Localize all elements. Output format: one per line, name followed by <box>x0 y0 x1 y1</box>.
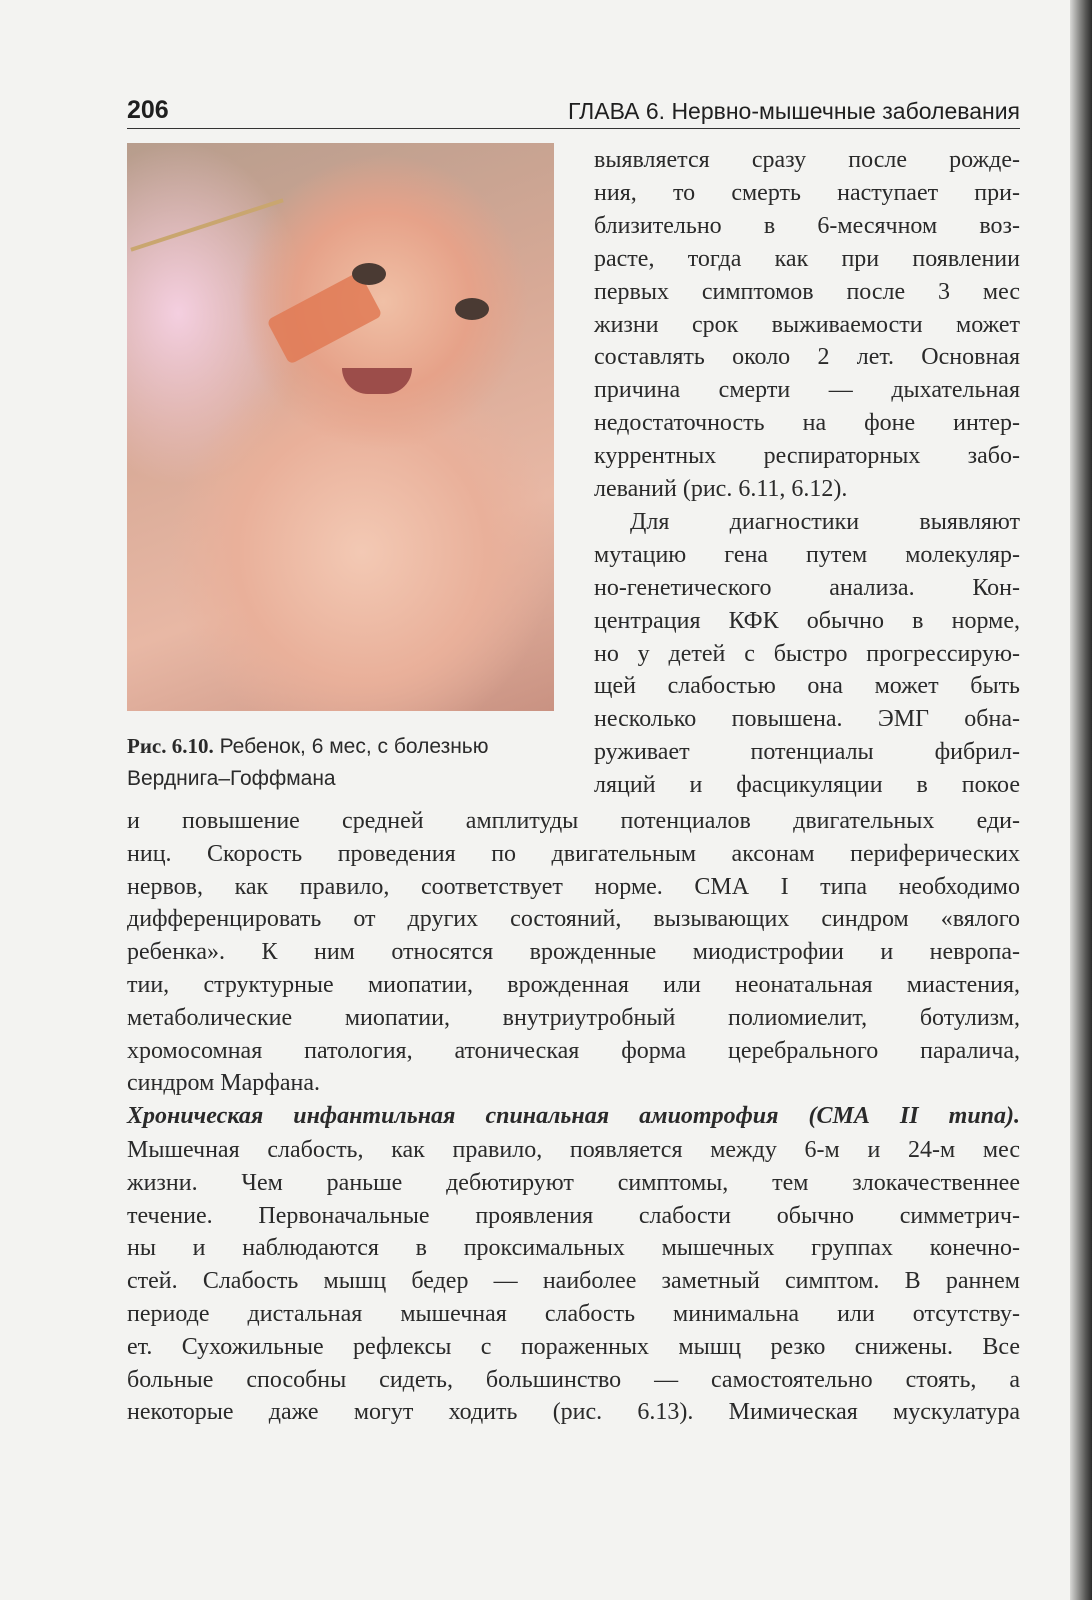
text-line: первых симптомов после 3 мес <box>594 278 1020 305</box>
text-line: выявляется сразу после рожде- <box>594 147 1020 173</box>
text-line: ребенка». К ним относятся врожденные миодистрофии и невропа- <box>127 939 1020 966</box>
mouth-shape <box>342 368 412 394</box>
text-line: недостаточность на фоне интер- <box>594 410 1020 437</box>
running-head: ГЛАВА 6. Нервно-мышечные заболевания <box>567 98 1020 124</box>
text-line: жизни срок выживаемости может <box>594 311 1020 338</box>
caption-line-1: Ребенок, 6 мес, с болезнью <box>213 735 489 758</box>
text-line: метаболические миопатии, внутриутробный полиомиелит, ботулизм, <box>127 1004 1020 1031</box>
text-line: расте, тогда как при появлении <box>594 245 1020 272</box>
feeding-tube-shape <box>130 198 283 251</box>
text-line: больные способны сидеть, большинство — самостоятельно стоять, а <box>127 1366 1020 1393</box>
text-line: ниц. Скорость проведения по двигательным аксонам периферических <box>127 840 1020 867</box>
section-heading-text: Хроническая инфантильная спинальная амиотрофия (СМА II типа). <box>127 1103 1020 1129</box>
text-line: Для диагностики выявляют <box>630 508 1020 535</box>
nasal-tape-shape <box>266 271 382 364</box>
text-line: синдром Марфана. <box>127 1070 320 1097</box>
text-line: ляций и фасцикуляции в покое <box>594 772 1020 799</box>
text-line: мутацию гена путем молекуляр- <box>594 541 1020 568</box>
page-edge-shadow <box>1070 0 1092 1600</box>
figure-label: Рис. 6.10. <box>127 734 214 758</box>
text-line: стей. Слабость мышц бедер — наиболее заметный симптом. В раннем <box>127 1268 1020 1295</box>
text-line: ет. Сухожильные рефлексы с пораженных мышц резко снижены. Все <box>127 1333 1020 1360</box>
text-line: ны и наблюдаются в проксимальных мышечных группах конечно- <box>127 1235 1020 1262</box>
text-line: несколько повышена. ЭМГ обна- <box>594 706 1020 733</box>
text-line: причина смерти — дыхательная <box>594 377 1020 404</box>
text-line: нервов, как правило, соответствует норме. СМА I типа необходимо <box>127 873 1020 900</box>
page-header <box>127 96 1020 129</box>
section-heading <box>127 1103 1020 1130</box>
text-line: хромосомная патология, атоническая форма церебрального паралича, <box>127 1037 1020 1064</box>
text-line: и повышение средней амплитуды потенциалов двигательных еди- <box>127 808 1020 834</box>
caption-line-2: Верднига–Гоффмана <box>127 767 336 790</box>
eye-shape-right <box>455 298 489 320</box>
figure-photo <box>127 143 554 711</box>
text-line: тии, структурные миопатии, врожденная или неонатальная миастения, <box>127 972 1020 998</box>
text-line: близительно в 6-месячном воз- <box>594 212 1020 239</box>
text-line: центрация КФК обычно в норме, <box>594 607 1020 634</box>
eye-shape-left <box>352 263 386 285</box>
text-line: леваний (рис. 6.11, 6.12). <box>594 476 848 502</box>
text-line: но-генетического анализа. Кон- <box>594 574 1020 601</box>
text-line: руживает потенциалы фибрил- <box>594 739 1020 766</box>
text-line: куррентных респираторных забо- <box>594 443 1020 470</box>
text-line: ния, то смерть наступает при- <box>594 179 1020 206</box>
text-line: щей слабостью она может быть <box>594 673 1020 700</box>
text-line: жизни. Чем раньше дебютируют симптомы, тем злокачественнее <box>127 1169 1020 1196</box>
text-line: периоде дистальная мышечная слабость минимальна или отсутству- <box>127 1301 1020 1327</box>
text-line: течение. Первоначальные проявления слабости обычно симметрич- <box>127 1202 1020 1229</box>
text-line: но у детей с быстро прогрессирую- <box>594 640 1020 667</box>
figure-caption <box>127 730 567 795</box>
text-line: составлять около 2 лет. Основная <box>594 344 1020 371</box>
text-line: некоторые даже могут ходить (рис. 6.13). Мимическая мускулатура <box>127 1399 1020 1426</box>
text-line: Мышечная слабость, как правило, появляется между 6-м и 24-м мес <box>127 1137 1020 1163</box>
text-line: дифференцировать от других состояний, вызывающих синдром «вялого <box>127 906 1020 933</box>
page-number: 206 <box>127 96 169 124</box>
